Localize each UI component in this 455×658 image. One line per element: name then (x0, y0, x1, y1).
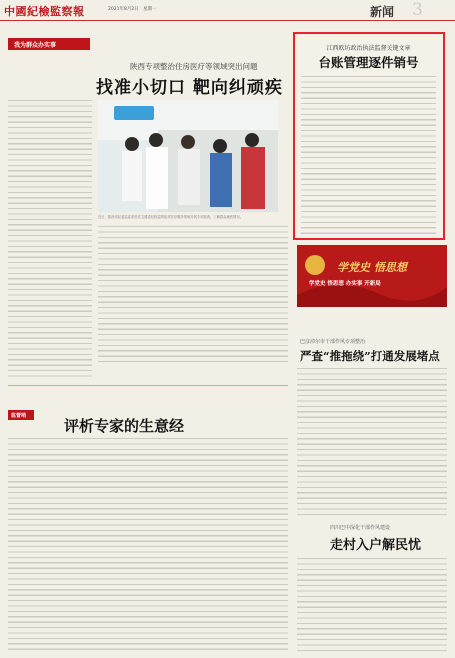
right-bottom-kicker: 四川巴中深化干部作风建设 (330, 525, 391, 531)
section-divider (8, 385, 288, 386)
right-mid-kicker: 巴彦淖尔市干部作风专项整治 (300, 339, 366, 345)
feature-body-lower (98, 224, 288, 364)
right-mid-body (297, 366, 447, 516)
masthead (0, 0, 455, 21)
right-bottom-body (297, 556, 447, 652)
highlighted-article-body (301, 74, 436, 234)
feature-headline: 找准小切口 靶向纠顽疾 (96, 78, 283, 98)
supervision-tag (8, 410, 34, 420)
supervision-tag-label: 监督哨 (11, 413, 27, 419)
highlighted-article-kicker: 江西欧坊政治执法监督关键文章 (326, 45, 411, 52)
issue-date: 2021年8月2日 星期一 (108, 7, 157, 12)
party-history-banner (297, 245, 447, 307)
right-bottom-headline: 走村入户解民忧 (330, 538, 422, 553)
feature-band-label: 我为群众办实事 (14, 42, 57, 49)
lower-left-body (8, 436, 288, 651)
right-mid-headline: 严查“推拖绕”打通发展堵点 (300, 349, 440, 363)
feature-band (8, 38, 90, 50)
newspaper-logo: 中國紀檢監察報 (4, 5, 85, 18)
page-number: 3 (412, 0, 423, 20)
feature-kicker: 陕西专项整治住房医疗等领域突出问题 (130, 62, 258, 71)
section-name: 新闻 (370, 5, 395, 19)
clinic-scene-illustration (98, 100, 278, 212)
feature-body-column (8, 98, 92, 378)
feature-photo (98, 100, 278, 212)
banner-decoration (297, 245, 447, 307)
lower-left-headline: 评析专家的生意经 (64, 417, 185, 435)
highlighted-article (293, 32, 445, 240)
banner-title: 学党史 悟思想 (337, 261, 407, 274)
highlighted-article-title: 台账管理逐件销号 (318, 55, 419, 70)
banner-subtitle: 学党史 悟思想 办实事 开新局 (309, 281, 381, 287)
feature-photo-caption: 近日，陕西省纪委监委派驻省卫健委纪检监察组对医疗服务领域开展专项检查，了解群众就医情况。 (98, 215, 244, 219)
